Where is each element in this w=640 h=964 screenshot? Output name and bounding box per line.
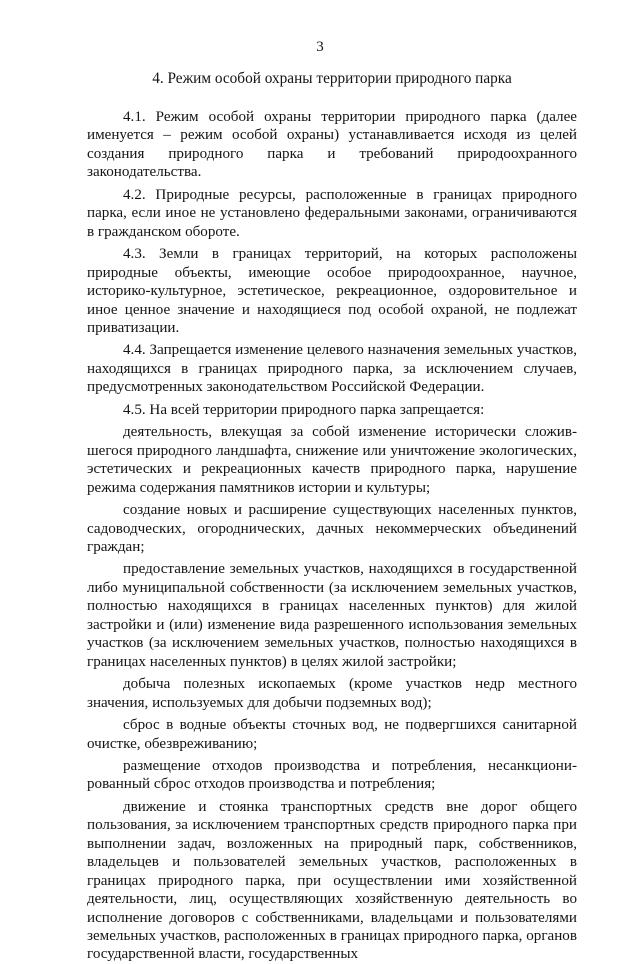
prohibition-item-landscape: деятельность, влекущая за собой изменение исторически сложившегося природного ландшафта, снижение или уничтожение экологических, эстетических и рекреационных качеств природного парка, нарушение режима содержания памятников истории и культуры; [87, 424, 577, 496]
paragraph-4-3: 4.3. Земли в границах территорий, на которых расположены природные объекты, имеющие особое природоохранное, научное, историко-культурное, эстетическое, рекреационное, оздоровительное и иное ценное значение и находящиеся под особой охраной, не подлежат приватизации. [87, 246, 577, 336]
paragraph-4-1: 4.1. Режим особой охраны территории природного парка (далее именуется – режим особой охраны) устанавливается исходя из целей создания природного парка и требований природоохранного законодательства. [87, 109, 577, 181]
prohibition-item-wastewater: сброс в водные объекты сточных вод, не подвергшихся санитарной очистке, обезвреживанию; [87, 717, 577, 752]
paragraph-4-4: 4.4. Запрещается изменение целевого назначения земельных участков, находящихся в границах природного парка, за исключением случаев, предусмотренных законодательством Российской Федерации. [87, 342, 577, 396]
section-body [87, 108, 577, 964]
paragraph-4-2: 4.2. Природные ресурсы, расположенные в границах природного парка, если иное не установлено федеральными законами, ограничиваются в гражданском обороте. [87, 186, 577, 240]
prohibition-item-vehicles: движение и стоянка транспортных средств вне дорог общего пользования, за исключением транспортных средств природного парка при выполнении задач, возложенных на природный парк, собственников, владельцев и пользователей земельных участков, расположенных в границах природного парка, при осуществлении ими хозяйственной деятельности, лиц, осуществляющих хозяйственную деятельность во исполнение договоров с собственниками, владельцами и пользователями земельных участков, расположенных в границах природного парка, органов государственной власти, государственных [87, 798, 577, 963]
prohibition-item-waste: размещение отходов производства и потребления, несанкционированный сброс отходов производства и потребления; [87, 757, 577, 793]
prohibition-item-settlements: создание новых и расширение существующих населенных пунктов, садоводческих, огороднических, дачных некоммерческих объединений граждан; [87, 502, 577, 555]
prohibition-item-land-plots: предоставление земельных участков, находящихся в государственной либо муниципальной собственности (за исключением земельных участков, полностью находящихся в границах населенных пунктов) для жилой застройки и (или) изменение вида разрешенного использования земельных участков (за исключением земельных участков, полностью находящихся в границах населенных пунктов) в целях жилой застройки; [87, 561, 577, 670]
section-heading: 4. Режим особой охраны территории природного парка [152, 70, 512, 87]
paragraph-4-5: 4.5. На всей территории природного парка запрещается: [123, 401, 485, 418]
page-number: 3 [316, 39, 324, 55]
prohibition-item-mining: добыча полезных ископаемых (кроме участков недр местного значения, используемых для добычи подземных вод); [87, 676, 577, 711]
